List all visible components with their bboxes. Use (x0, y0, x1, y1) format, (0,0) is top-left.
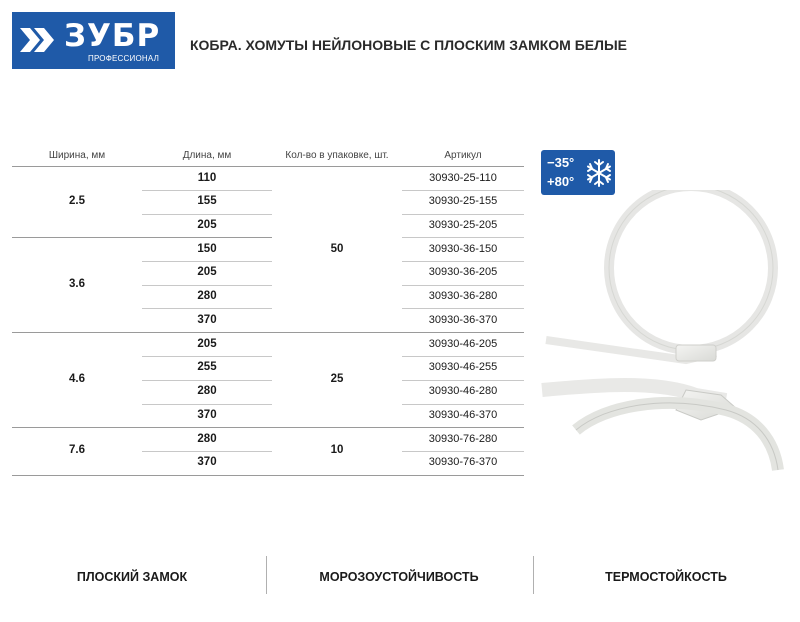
article-cell: 30930-25-155 (428, 195, 498, 207)
feature-heat-resistance: ТЕРМОСТОЙКОСТЬ (605, 570, 727, 584)
temp-max-label: +80° (547, 174, 575, 189)
width-cell: 4.6 (69, 373, 85, 385)
article-cell: 30930-36-150 (428, 243, 498, 255)
row-divider (402, 308, 524, 309)
width-cell: 3.6 (69, 278, 85, 290)
header-length: Длина, мм (182, 150, 232, 161)
row-divider (402, 237, 524, 238)
length-cell: 205 (197, 338, 217, 350)
length-cell: 370 (197, 409, 217, 421)
row-divider (142, 285, 272, 286)
row-divider (402, 451, 524, 452)
length-cell: 155 (197, 195, 217, 207)
length-cell: 280 (197, 290, 217, 302)
features-bar (0, 550, 800, 600)
quantity-cell: 25 (330, 373, 344, 385)
length-cell: 205 (197, 219, 217, 231)
quantity-cell: 10 (330, 444, 344, 456)
temp-min-label: −35° (547, 155, 575, 170)
row-divider (142, 404, 272, 405)
feature-divider (533, 556, 534, 594)
length-cell: 370 (197, 456, 217, 468)
cable-tie-image (536, 190, 796, 480)
length-cell: 280 (197, 433, 217, 445)
article-cell: 30930-46-280 (428, 385, 498, 397)
row-divider (402, 261, 524, 262)
product-table (12, 140, 524, 476)
article-cell: 30930-36-280 (428, 290, 498, 302)
feature-flat-lock: ПЛОСКИЙ ЗАМОК (76, 570, 188, 584)
group-divider (12, 427, 524, 428)
length-cell: 255 (197, 361, 217, 373)
logo-subtitle: ПРОФЕССИОНАЛ (88, 54, 160, 63)
length-cell: 150 (197, 243, 217, 255)
table-bottom-line (12, 475, 524, 476)
header-width: Ширина, мм (48, 150, 106, 161)
article-cell: 30930-46-205 (428, 338, 498, 350)
group-divider (12, 237, 272, 238)
article-cell: 30930-46-370 (428, 409, 498, 421)
quantity-cell: 50 (330, 243, 344, 255)
width-cell: 2.5 (69, 195, 85, 207)
temperature-badge (541, 150, 615, 195)
row-divider (402, 190, 524, 191)
row-divider (402, 380, 524, 381)
row-divider (142, 451, 272, 452)
group-divider (12, 332, 524, 333)
row-divider (402, 356, 524, 357)
row-divider (142, 190, 272, 191)
row-divider (142, 261, 272, 262)
page-title: КОБРА. ХОМУТЫ НЕЙЛОНОВЫЕ С ПЛОСКИМ ЗАМКОМ БЕЛЫЕ (190, 37, 627, 53)
article-cell: 30930-76-370 (428, 456, 498, 468)
row-divider (142, 308, 272, 309)
article-cell: 30930-46-255 (428, 361, 498, 373)
width-cell: 7.6 (69, 444, 85, 456)
row-divider (142, 380, 272, 381)
snowflake-icon (585, 158, 613, 188)
row-divider (402, 214, 524, 215)
length-cell: 205 (197, 266, 217, 278)
brand-logo (12, 12, 175, 69)
logo-arrows-icon (20, 26, 60, 54)
article-cell: 30930-76-280 (428, 433, 498, 445)
header-article: Артикул (444, 150, 482, 161)
feature-divider (266, 556, 267, 594)
row-divider (142, 214, 272, 215)
length-cell: 370 (197, 314, 217, 326)
header-quantity: Кол-во в упаковке, шт. (285, 150, 389, 161)
row-divider (402, 285, 524, 286)
row-divider (402, 404, 524, 405)
article-cell: 30930-36-205 (428, 266, 498, 278)
header-divider (12, 166, 524, 167)
length-cell: 110 (197, 172, 217, 184)
feature-frost-resistance: МОРОЗОУСТОЙЧИВОСТЬ (319, 570, 479, 584)
row-divider (142, 356, 272, 357)
article-cell: 30930-25-110 (429, 172, 497, 184)
length-cell: 280 (197, 385, 217, 397)
article-cell: 30930-25-205 (428, 219, 498, 231)
logo-brand-text: ЗУБР (64, 18, 161, 54)
article-cell: 30930-36-370 (428, 314, 498, 326)
